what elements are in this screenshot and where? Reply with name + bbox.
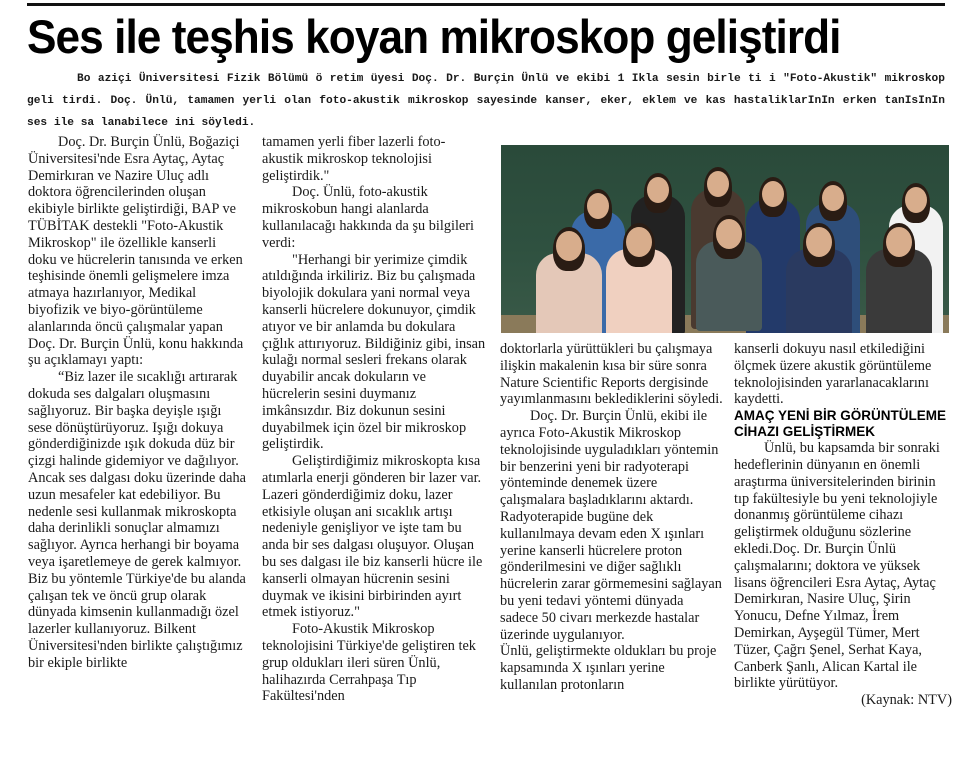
subheading: AMAÇ YENİ BİR GÖRÜNTÜLEME CİHAZI GELİŞTİRMEK [734,408,947,440]
column-2-paragraph: Doç. Ünlü, foto-akustik mikroskobun hangi alanlarda kullanılacağı hakkında da şu bilgileri verdi: [262,184,475,251]
column-2-paragraph: tamamen yerli fiber lazerli foto-akustik mikroskop teknolojisi geliştirdik." [262,134,446,184]
column-3-paragraph: Ünlü, geliştirmekte oldukları bu proje kapsamında X ışınları yerine kullanılan protonların [500,643,717,693]
column-2 [262,134,486,705]
column-1-paragraph: “Biz lazer ile sıcaklığı artırarak dokuda ses dalgaları oluşmasını sağlıyoruz. Bir başka deyişle ışığı sese dönüştürüyoruz. Işığı dokuya gönderdiğinizde ışık dokuda düz bir çizgi halinde gidemiyor ve dağılıyor. Ancak ses dalgası doku üzerinde daha uzun mesafeler kat edebiliyor. Bu nedenle sesi kullanmak mikroskopta daha derinlikli sonuçlar almamızı sağlıyor. Ayrıca herhangi bir boyama veya işaretlemeye de gerek kalmıyor. Biz bu yöntemle Türkiye'de bu alanda çalışan tek ve öncü grup olarak dünyada kimsenin kullanmadığı özel lazerler kullanıyoruz. Bilkent Üniversitesi'nden birlikte çalıştığımız bir ekiple birlikte [28,369,246,671]
column-4-intro: kanserli dokuyu nasıl etkilediğini ölçmek üzere akustik görüntüleme teknolojisinden yararlanacaklarını kaydetti. [734,341,932,408]
column-3 [500,341,724,694]
lead-paragraph: Bo aziçi Üniversitesi Fizik Bölümü ö retim üyesi Doç. Dr. Burçin Ünlü ve ekibi 1 Iklа sesin birle ti i "Foto-Akustik" mikroskop geli tirdi. Doç. Ünlü, tamamen yerli olan foto-akustik mikroskop sayesinde kanser, eker, eklem ve kas hastaliklarInIn erken tanIsInIn ses ile sa lanabilece ini söyledi. [27,73,945,129]
column-3-paragraph: doktorlarla yürüttükleri bu çalışmaya ilişkin makalenin kısa bir süre sonra Nature Scientific Reports dergisinde yayımlanmasını beklediklerini söyledi. [500,341,723,408]
column-2-paragraph: "Herhangi bir yerimize çimdik atıldığında irkiliriz. Biz bu çalışmada biyolojik dokulara yani normal veya kanserli hücrelere dokunuyor, çimdik atıyor ve bir anlamda bu dokulara çığlık attırıyoruz. Bildiğiniz gibi, insan kulağı normal sesleri frekans olarak duyabilir ancak dokuların ve hücrelerin sesini duymanız imkânsızdır. Biz dokunun sesini duyabilmek için özel bir mikroskop geliştirdik. [262,251,486,453]
column-2-paragraph: Foto-Akustik Mikroskop teknolojisini Türkiye'de geliştiren tek grup oldukları ileri süren Ünlü, halihazırda Cerrahpaşa Tıp Fakültesi'nden [262,621,476,705]
source-credit: (Kaynak: NTV) [861,692,952,709]
column-1 [28,134,246,672]
top-rule [27,3,945,6]
headline: Ses ile teşhis koyan mikroskop geliştirdi [27,10,841,63]
column-4 [734,341,952,709]
column-3-paragraph: Doç. Dr. Burçin Ünlü, ekibi ile ayrıca Foto-Akustik Mikroskop teknolojisinde uyguladıkları yöntemin bir benzerini yeni bir radyoterapi yönteminde denemek üzere çalışmalara başladıklarını aktardı. Radyoterapide bugüne dek kullanılmaya devam eden X ışınları yerine kanserli hücrelere proton gönderilmesini ve diğer sağlıklı hücrelerin zarar görmemesini sağlayan bu yeni tedavi yöntemi dünyada sadece 50 civarı merkezde hastalar üzerinde uygulanıyor. [500,408,722,643]
team-photo [501,145,949,333]
column-1-paragraph: Doç. Dr. Burçin Ünlü, Boğaziçi Üniversitesi'nde Esra Aytaç, Aytaç Demirkıran ve Nazire Uluç adlı doktora öğrencilerinden oluşan ekibiyle birlikte geliştirdiği, BAP ve TÜBİTAK destekli "Foto-Akustik Mikroskop" ile özellikle kanserli doku ve hücrelerin tanısında ve erken teşhisinde önemli gelişmelere imza atmaya hazırlanıyor, Medikal biyofizik ve biyo-görüntüleme alanlarında öncü çalışmalar yapan Doç. Dr. Burçin Ünlü, konu hakkında şu açıklamayı yaptı: [28,134,244,369]
column-4-body: Ünlü, bu kapsamda bir sonraki hedeflerinin dünyanın en önemli araştırma üniversitelerinden birinin tıp fakültesiyle bu yeni teknolojiyle donanmış görüntüleme cihazı geliştirmek olduğunu sözlerine ekledi.Doç. Dr. Burçin Ünlü çalışmalarını; doktora ve yüksek lisans öğrencileri Esra Aytaç, Aytaç Demirkıran, Nasire Uluç, Şirin Yonucu, Defne Yılmaz, İrem Demirkan, Ayşegül Tümer, Mert Tüzer, Çağrı Şenel, Serhat Kaya, Canberk Şanlı, Alican Kartal ile birlikte yürütüyor. [734,440,940,692]
column-2-paragraph: Geliştirdiğimiz mikroskopta kısa atımlarla enerji gönderen bir lazer var. Lazeri gönderdiğimiz doku, lazer etkisiyle oluşan ani sıcaklık artışı nedeniyle genişliyor ve işte tam bu anda bir ses dalgası oluşuyor. Oluşan bu ses dalgası ile biz kanserli hücre ile kanserli olmayan hücrenin sesini duymak ve ikisini birbirinden ayırt etmek istiyoruz." [262,453,483,621]
